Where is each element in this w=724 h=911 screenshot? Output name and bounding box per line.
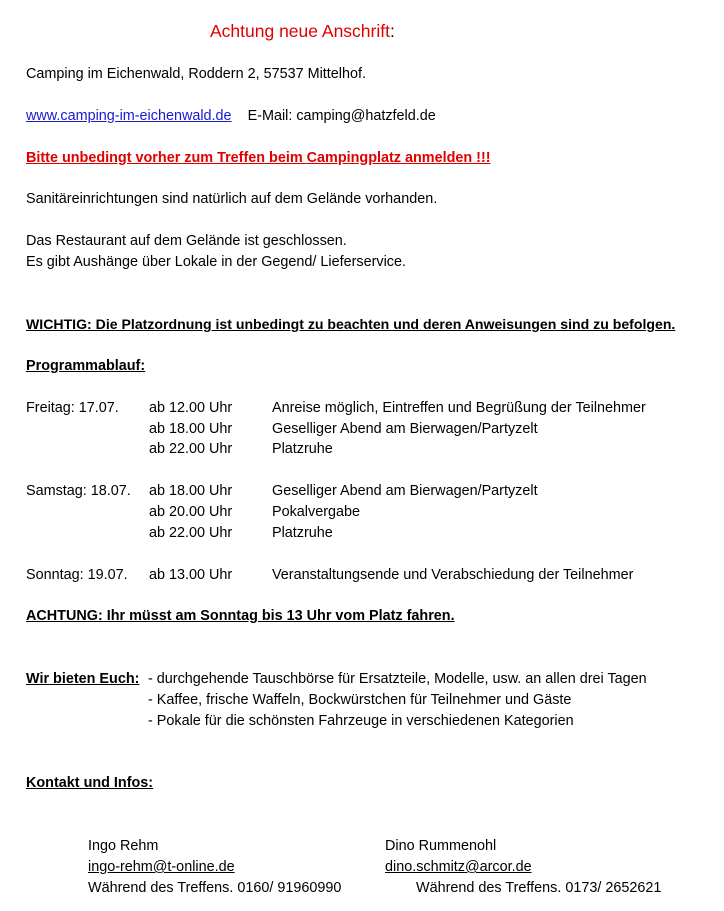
offer-item: - Kaffee, frische Waffeln, Bockwürstchen für Teilnehmer und Gäste — [148, 692, 572, 708]
program-event: Veranstaltungsende und Verabschiedung der Teilnehmer — [272, 567, 634, 583]
restaurant-line-1: Das Restaurant auf dem Gelände ist geschlossen. — [26, 233, 347, 249]
contact-email-2[interactable]: dino.schmitz@arcor.de — [385, 859, 532, 875]
restaurant-line-2: Es gibt Aushänge über Lokale in der Gegend/ Lieferservice. — [26, 254, 406, 270]
program-time: ab 13.00 Uhr — [149, 567, 233, 583]
contact-heading: Kontakt und Infos: — [26, 775, 154, 791]
program-heading: Programmablauf: — [26, 358, 146, 374]
contact-line — [26, 107, 436, 125]
program-day-sunday: Sonntag: 19.07. — [26, 567, 128, 583]
attention-notice: ACHTUNG: Ihr müsst am Sonntag bis 13 Uhr vom Platz fahren. — [26, 608, 455, 624]
sanitary-line: Sanitäreinrichtungen sind natürlich auf dem Gelände vorhanden. — [26, 191, 438, 207]
program-event: Geselliger Abend am Bierwagen/Partyzelt — [272, 483, 538, 499]
program-time: ab 22.00 Uhr — [149, 441, 233, 457]
program-day-friday: Freitag: 17.07. — [26, 400, 119, 416]
email-text: E-Mail: camping@hatzfeld.de — [247, 108, 436, 124]
program-time: ab 20.00 Uhr — [149, 504, 233, 520]
program-day-saturday: Samstag: 18.07. — [26, 483, 131, 499]
contact-phone-2: Während des Treffens. 0173/ 2652621 — [416, 880, 662, 896]
offer-item: - Pokale für die schönsten Fahrzeuge in verschiedenen Kategorien — [148, 713, 574, 729]
offer-item: - durchgehende Tauschbörse für Ersatzteile, Modelle, usw. an allen drei Tagen — [148, 671, 647, 687]
program-event: Anreise möglich, Eintreffen und Begrüßung der Teilnehmer — [272, 400, 646, 416]
offer-label: Wir bieten Euch: — [26, 671, 140, 687]
contact-phone-1: Während des Treffens. 0160/ 91960990 — [88, 880, 342, 896]
title-colon: : — [389, 21, 395, 41]
program-event: Platzruhe — [272, 525, 333, 541]
register-notice: Bitte unbedingt vorher zum Treffen beim Campingplatz anmelden !!! — [26, 150, 491, 166]
contact-name-2: Dino Rummenohl — [385, 838, 497, 854]
contact-name-1: Ingo Rehm — [88, 838, 159, 854]
title-text: Achtung neue Anschrift — [210, 21, 390, 41]
program-event: Platzruhe — [272, 441, 333, 457]
program-event: Geselliger Abend am Bierwagen/Partyzelt — [272, 421, 538, 437]
program-time: ab 12.00 Uhr — [149, 400, 233, 416]
page-title — [210, 20, 395, 42]
program-time: ab 18.00 Uhr — [149, 421, 233, 437]
important-notice: WICHTIG: Die Platzordnung ist unbedingt zu beachten und deren Anweisungen sind zu befolgen. — [26, 316, 676, 332]
website-link[interactable]: www.camping-im-eichenwald.de — [26, 108, 232, 124]
contact-email-1[interactable]: ingo-rehm@t-online.de — [88, 859, 235, 875]
address-line: Camping im Eichenwald, Roddern 2, 57537 Mittelhof. — [26, 66, 366, 82]
program-time: ab 22.00 Uhr — [149, 525, 233, 541]
program-event: Pokalvergabe — [272, 504, 361, 520]
program-time: ab 18.00 Uhr — [149, 483, 233, 499]
